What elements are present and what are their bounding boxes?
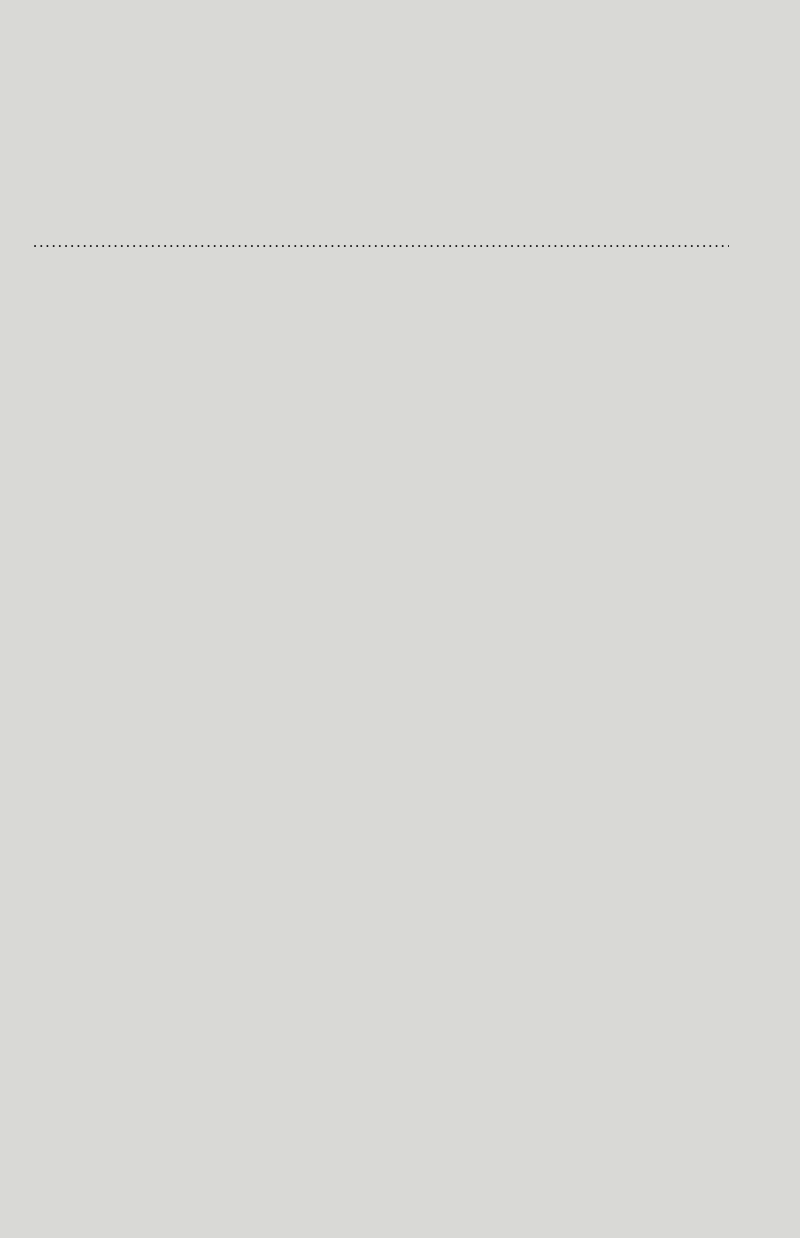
leader-dots bbox=[33, 230, 729, 253]
running-header bbox=[28, 28, 772, 52]
inaugural-entry bbox=[30, 230, 756, 253]
